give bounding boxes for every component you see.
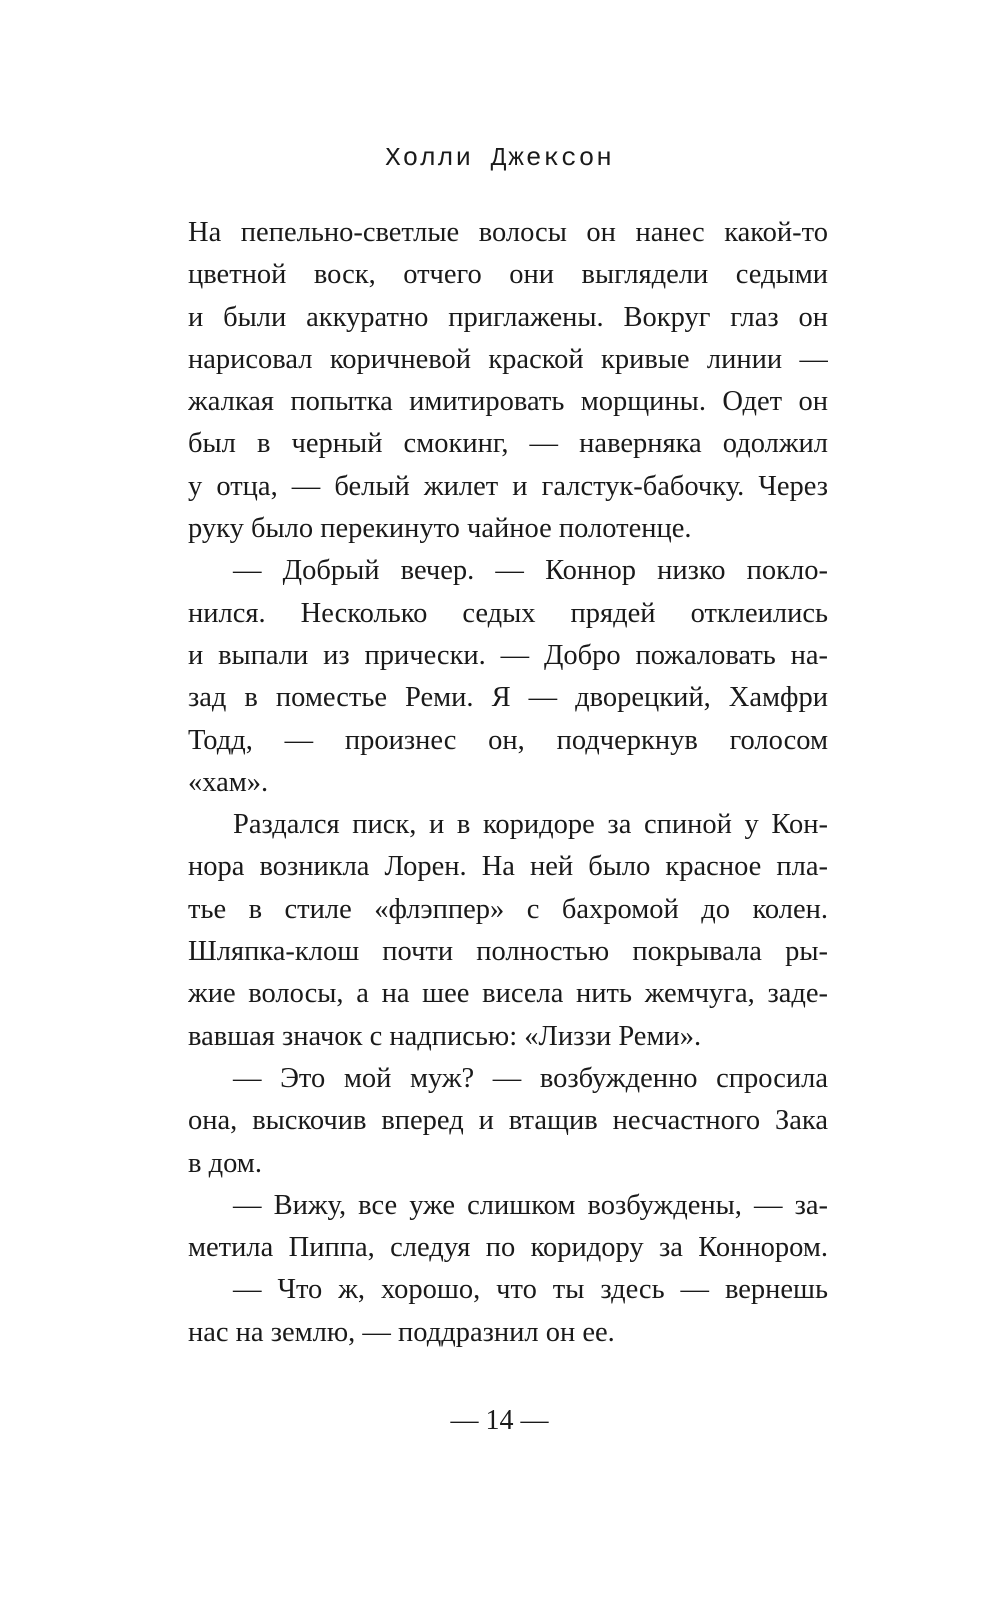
text-line: жие волосы, а на шее висела нить жемчуга, заде- xyxy=(188,978,828,1010)
text-line: «хам». xyxy=(188,766,269,798)
text-line: жалкая попытка имитировать морщины. Одет он xyxy=(188,386,828,418)
text-line: Раздался писк, и в коридоре за спиной у Кон- xyxy=(233,809,828,841)
text-line: — Добрый вечер. — Коннор низко покло- xyxy=(233,555,828,587)
text-line: был в черный смокинг, — наверняка одолжил xyxy=(188,428,828,460)
text-line: тье в стиле «флэппер» с бахромой до колен. xyxy=(188,893,828,925)
text-line: нора возникла Лорен. На ней было красное пла- xyxy=(188,851,828,883)
text-line: Шляпка-клош почти полностью покрывала ры- xyxy=(188,936,828,968)
text-line: цветной воск, отчего они выглядели седыми xyxy=(188,259,828,291)
text-line: у отца, — белый жилет и галстук-бабочку. Через xyxy=(188,470,828,502)
text-line: — Вижу, все уже слишком возбуждены, — за- xyxy=(233,1189,828,1221)
text-line: и выпали из прически. — Добро пожаловать на- xyxy=(188,639,828,671)
text-line: метила Пиппа, следуя по коридору за Коннором. xyxy=(188,1232,828,1264)
running-header-author: Холли Джексон xyxy=(385,143,614,173)
text-line: — Что ж, хорошо, что ты здесь — вернешь xyxy=(233,1274,828,1306)
text-line: Тодд, — произнес он, подчеркнув голосом xyxy=(188,724,828,756)
page-number: — 14 — xyxy=(450,1405,549,1436)
text-line: — Это мой муж? — возбужденно спросила xyxy=(233,1062,828,1094)
text-line: руку было перекинуто чайное полотенце. xyxy=(188,513,692,545)
text-line: зад в поместье Реми. Я — дворецкий, Хамфри xyxy=(188,682,828,714)
body-text xyxy=(188,212,828,1354)
text-line: На пепельно-светлые волосы он нанес какой-то xyxy=(188,217,828,248)
text-line: нас на землю, — поддразнил он ее. xyxy=(188,1316,615,1348)
text-line: нился. Несколько седых прядей отклеились xyxy=(188,597,828,629)
text-line: она, выскочив вперед и втащив несчастного Зака xyxy=(188,1105,828,1137)
text-line: и были аккуратно приглажены. Вокруг глаз он xyxy=(188,301,828,333)
text-line: вавшая значок с надписью: «Лиззи Реми». xyxy=(188,1020,702,1052)
text-line: нарисовал коричневой краской кривые линии — xyxy=(188,343,828,375)
text-line: в дом. xyxy=(188,1147,262,1179)
